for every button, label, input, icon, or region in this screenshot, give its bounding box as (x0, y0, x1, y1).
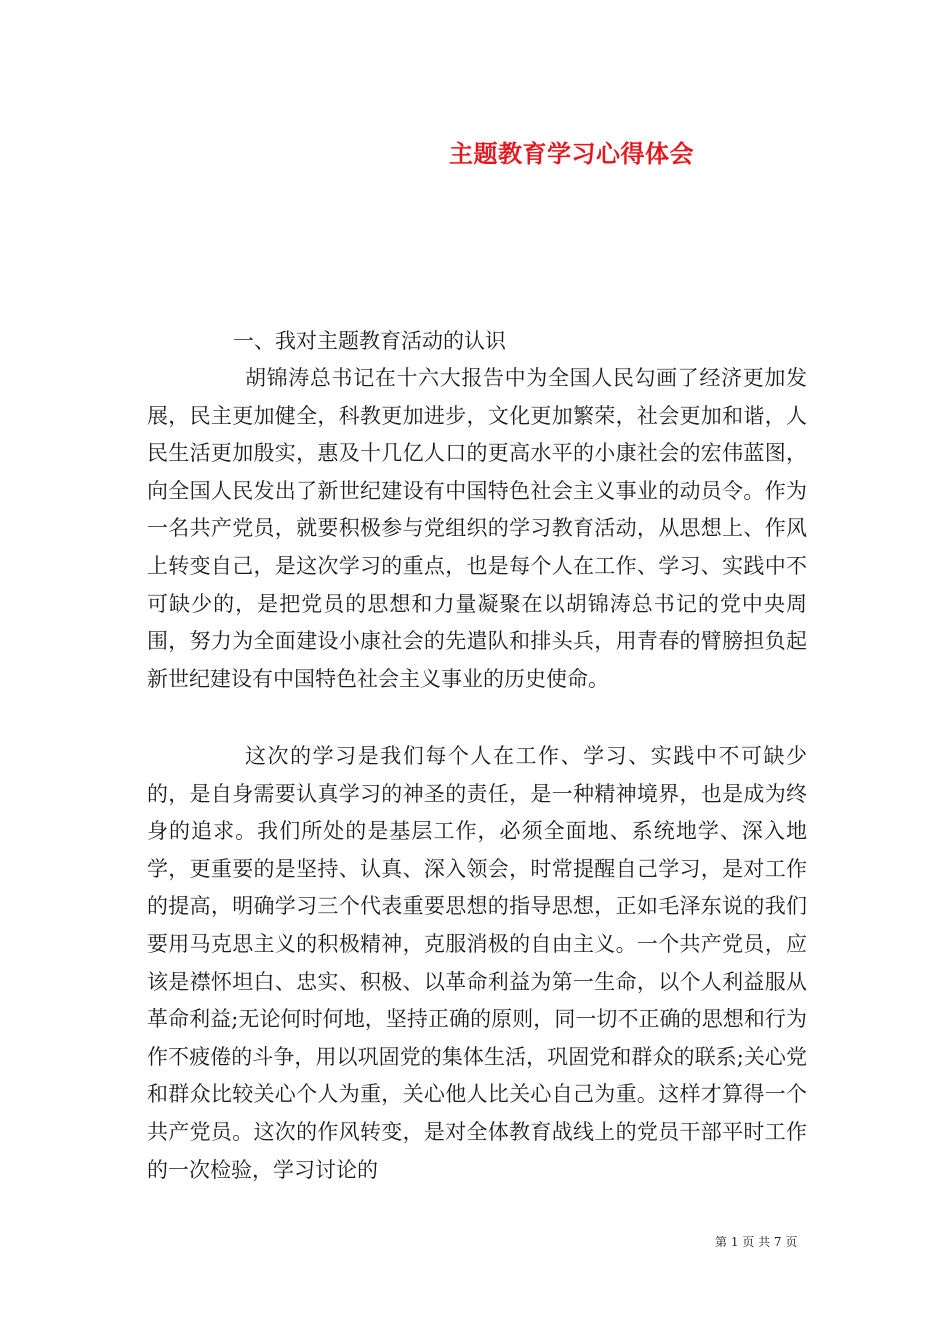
page-footer: 第 1 页 共 7 页 (715, 1235, 798, 1249)
paragraph: 这次的学习是我们每个人在工作、学习、实践中不可缺少的，是自身需要认真学习的神圣的责任，是一种精神境界，也是成为终身的追求。我们所处的是基层工作，必须全面地、系统地学、深入地学，更重要的是坚持、认真、深入领会，时常提醒自己学习，是对工作的提高，明确学习三个代表重要思想的指导思想，正如毛泽东说的我们要用马克思主义的积极精神，克服消极的自由主义。一个共产党员，应该是襟怀坦白、忠实、积极、以革命利益为第一生命，以个人利益服从革命利益;无论何时何地，坚持正确的原则，同一切不正确的思想和行为作不疲倦的斗争，用以巩固党的集体生活，巩固党和群众的联系;关心党和群众比较关心个人为重，关心他人比关心自己为重。这样才算得一个共产党员。这次的作风转变，是对全体教育战线上的党员干部平时工作的一次检验，学习讨论的 (147, 744, 807, 1182)
document-title: 主题教育学习心得体会 (449, 139, 694, 168)
section-heading: 一、我对主题教育活动的认识 (233, 329, 506, 353)
paragraph: 胡锦涛总书记在十六大报告中为全国人民勾画了经济更加发展，民主更加健全，科教更加进步，文化更加繁荣，社会更加和谐，人民生活更加殷实，惠及十几亿人口的更高水平的小康社会的宏伟蓝图，向全国人民发出了新世纪建设有中国特色社会主义事业的动员令。作为一名共产党员，就要积极参与党组织的学习教育活动，从思想上、作风上转变自己，是这次学习的重点，也是每个人在工作、学习、实践中不可缺少的，是把党员的思想和力量凝聚在以胡锦涛总书记的党中央周围，努力为全面建设小康社会的先遣队和排头兵，用青春的臂膀担负起新世纪建设有中国特色社会主义事业的历史使命。 (147, 366, 807, 691)
paragraph-2-container (147, 738, 807, 1189)
paragraph-1-container (147, 360, 807, 698)
